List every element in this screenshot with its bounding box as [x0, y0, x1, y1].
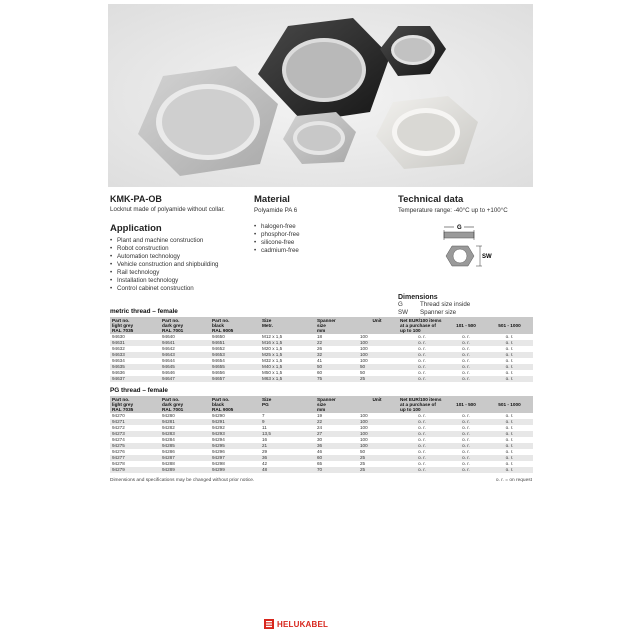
table-cell: 94270 — [112, 412, 125, 418]
table-cell: 94274 — [112, 436, 125, 442]
table-cell: 94288 — [162, 460, 175, 466]
table-cell: o. r. — [418, 460, 426, 466]
table-cell: 94289 — [160, 467, 210, 473]
column-header: 101 - 500 — [446, 317, 486, 334]
table-cell: o. r. — [446, 443, 486, 449]
table-cell: o. r. — [462, 412, 470, 418]
column-header: Unit — [356, 317, 398, 334]
table-cell: 94650 — [212, 333, 225, 339]
table-cell: 94281 — [160, 419, 210, 425]
table-cell: 24 — [317, 424, 323, 430]
table-cell: 16 — [262, 436, 268, 442]
table-row — [110, 358, 533, 364]
table-cell: 94299 — [210, 467, 260, 473]
table-cell: 94296 — [212, 448, 225, 454]
dimension-row — [398, 309, 533, 317]
table-cell: o. r. — [418, 436, 426, 442]
table-cell: 25 — [356, 467, 398, 473]
table-cell: o. r. — [398, 467, 446, 473]
table-cell: 94272 — [112, 424, 125, 430]
column-header: Spanner size mm — [315, 396, 356, 413]
table-cell: o. r. — [398, 340, 446, 346]
table-row — [110, 425, 533, 431]
table-cell: 60 — [315, 455, 356, 461]
column-header: Part no. black RAL 9005 — [210, 317, 260, 334]
dimension-value: Thread size inside — [420, 301, 471, 308]
table-cell: 75 — [315, 376, 356, 382]
diagram-g-label: G — [457, 225, 462, 231]
table-cell: 94286 — [162, 448, 175, 454]
table-cell: o. r. — [505, 345, 514, 351]
table-cell: 94279 — [110, 467, 160, 473]
table-cell: 94271 — [110, 419, 160, 425]
table-cell: 26 — [317, 345, 323, 351]
table-cell: 25 — [356, 455, 398, 461]
table-cell: 94275 — [110, 443, 160, 449]
application-heading: Application — [110, 223, 162, 234]
nut-dimension-diagram — [438, 220, 508, 278]
table-cell: o. r. — [446, 431, 486, 437]
table-cell: o. r. — [398, 455, 446, 461]
table-cell: o. r. — [418, 424, 426, 430]
technical-column — [398, 194, 533, 317]
table-cell: o. r. — [398, 352, 446, 358]
table-cell: 41 — [317, 357, 323, 363]
table-cell: 50 — [360, 369, 366, 375]
table-cell: 50 — [356, 364, 398, 370]
table-cell: o. r. — [398, 431, 446, 437]
material-property: • phosphor-free — [254, 231, 384, 239]
table-cell: 100 — [360, 357, 368, 363]
table-cell: o. r. — [462, 357, 470, 363]
dimensions-list — [398, 301, 533, 317]
material-heading: Material — [254, 194, 290, 205]
table-cell: o. r. — [505, 412, 514, 418]
column-header: Net EUR/100 items at a purchase of up to 100 — [398, 396, 446, 413]
table-cell: o. r. — [486, 364, 533, 370]
dimension-row — [398, 301, 533, 309]
table-cell: 22 — [315, 419, 356, 425]
table-cell: o. r. — [486, 376, 533, 382]
application-item: • Automation technology — [110, 253, 250, 261]
table-cell: 29 — [262, 448, 268, 454]
material-property: • silicone-free — [254, 239, 384, 247]
table-cell: 94282 — [162, 424, 175, 430]
table-cell: 94634 — [112, 357, 125, 363]
table-cell: 19 — [317, 412, 323, 418]
column-header: Spanner size mm — [315, 317, 356, 334]
table-cell: o. r. — [446, 340, 486, 346]
table-cell: 100 — [360, 424, 368, 430]
table-row — [110, 334, 533, 340]
table-cell: M32 x 1,5 — [262, 357, 283, 363]
table-cell: 94643 — [160, 352, 210, 358]
table-cell: o. r. — [398, 419, 446, 425]
table-cell: 94291 — [210, 419, 260, 425]
table-cell: 36 — [315, 443, 356, 449]
table-cell: 94630 — [112, 333, 125, 339]
footer-legend: o. r. = on request — [495, 478, 532, 483]
material-property: • cadmium-free — [254, 247, 384, 255]
table-cell: o. r. — [418, 333, 426, 339]
product-subtitle: Locknut made of polyamide without collar. — [110, 206, 225, 213]
diagram-sw-label: SW — [482, 254, 492, 260]
column-header: 101 - 500 — [446, 396, 486, 413]
table-cell: M40 x 1,5 — [260, 364, 315, 370]
dimension-key: SW — [398, 309, 408, 316]
table-cell: 94657 — [210, 376, 260, 382]
table-cell: 50 — [315, 364, 356, 370]
table-cell: 94646 — [162, 369, 175, 375]
temperature-range: Temperature range: -40°C up to +100°C — [398, 207, 508, 214]
table-cell: M50 x 1,5 — [262, 369, 283, 375]
table-cell: o. r. — [505, 460, 514, 466]
column-header: Part no. dark grey RAL 7001 — [160, 317, 210, 334]
column-header: Part no. dark grey RAL 7001 — [160, 396, 210, 413]
table-row — [110, 455, 533, 461]
table-cell: o. r. — [505, 424, 514, 430]
metric-thread-table — [110, 317, 533, 382]
table-cell: 36 — [260, 455, 315, 461]
material-property: • halogen-free — [254, 223, 384, 231]
pg-table-title: PG thread – female — [110, 387, 168, 394]
table-cell: o. r. — [398, 443, 446, 449]
table-row — [110, 431, 533, 437]
table-cell: 94645 — [160, 364, 210, 370]
table-cell: 25 — [356, 376, 398, 382]
table-cell: 100 — [356, 443, 398, 449]
table-cell: o. r. — [446, 352, 486, 358]
application-item: • Plant and machine construction — [110, 237, 250, 245]
table-cell: o. r. — [486, 352, 533, 358]
table-cell: o. r. — [505, 369, 514, 375]
table-cell: 100 — [360, 436, 368, 442]
product-title: KMK-PA-OB — [110, 194, 162, 204]
table-cell: M12 x 1,5 — [262, 333, 283, 339]
table-row — [110, 449, 533, 455]
dimension-key: G — [398, 301, 403, 308]
table-cell: M63 x 1,5 — [260, 376, 315, 382]
table-cell: o. r. — [486, 443, 533, 449]
table-row — [110, 443, 533, 449]
locknut-illustration — [108, 4, 533, 187]
column-header: Size Metr. — [260, 317, 315, 334]
table-cell: 94636 — [112, 369, 125, 375]
material-column — [254, 194, 384, 255]
brand-mark-icon — [264, 619, 274, 629]
table-cell: 94276 — [112, 448, 125, 454]
table-row — [110, 437, 533, 443]
table-row — [110, 346, 533, 352]
table-cell: o. r. — [462, 333, 470, 339]
table-cell: 50 — [360, 448, 366, 454]
table-cell: 94642 — [162, 345, 175, 351]
dimension-value: Spanner size — [420, 309, 457, 316]
table-cell: o. r. — [398, 364, 446, 370]
table-cell: 60 — [317, 369, 323, 375]
table-row — [110, 419, 533, 425]
column-header: Part no. light grey RAL 7035 — [110, 396, 160, 413]
pg-thread-table — [110, 396, 533, 473]
brand-name: HELUKABEL — [277, 619, 329, 629]
table-cell: o. r. — [462, 436, 470, 442]
table-row — [110, 340, 533, 346]
table-cell: 48 — [260, 467, 315, 473]
column-header: Unit — [356, 396, 398, 413]
application-item: • Control cabinet construction — [110, 285, 250, 293]
table-cell: 94298 — [212, 460, 225, 466]
table-cell: 94656 — [212, 369, 225, 375]
table-cell: 100 — [356, 419, 398, 425]
table-row — [110, 376, 533, 382]
column-header: Size PG — [260, 396, 315, 413]
table-cell: 94283 — [160, 431, 210, 437]
metric-table-title: metric thread – female — [110, 308, 178, 315]
table-cell: 100 — [356, 352, 398, 358]
table-cell: 94273 — [110, 431, 160, 437]
table-cell: o. r. — [486, 431, 533, 437]
table-cell: 30 — [317, 436, 323, 442]
table-cell: o. r. — [462, 460, 470, 466]
table-cell: 94637 — [110, 376, 160, 382]
application-list — [110, 237, 250, 293]
table-cell: 32 — [315, 352, 356, 358]
table-cell: o. r. — [505, 333, 514, 339]
table-cell: 94654 — [212, 357, 225, 363]
material-value: Polyamide PA 6 — [254, 207, 298, 214]
table-cell: 94278 — [112, 460, 125, 466]
table-cell: o. r. — [505, 448, 514, 454]
table-cell: o. r. — [462, 369, 470, 375]
table-cell: o. r. — [486, 340, 533, 346]
table-cell: 94287 — [160, 455, 210, 461]
application-item: • Rail technology — [110, 269, 250, 277]
table-cell: 94290 — [212, 412, 225, 418]
table-cell: 94293 — [210, 431, 260, 437]
table-cell: 94633 — [110, 352, 160, 358]
table-cell: 94641 — [160, 340, 210, 346]
table-cell: 94280 — [162, 412, 175, 418]
table-cell: 94292 — [212, 424, 225, 430]
footer-note: Dimensions and specifications may be changed without prior notice. — [110, 478, 255, 483]
table-cell: 94295 — [210, 443, 260, 449]
table-cell: 25 — [360, 460, 366, 466]
table-cell: 100 — [356, 431, 398, 437]
table-cell: 94294 — [212, 436, 225, 442]
table-cell: 94631 — [110, 340, 160, 346]
table-cell: 13,5 — [260, 431, 315, 437]
table-cell: 27 — [315, 431, 356, 437]
table-cell: o. r. — [486, 467, 533, 473]
column-header: Part no. black RAL 9005 — [210, 396, 260, 413]
table-cell: o. r. — [398, 376, 446, 382]
table-cell: M25 x 1,5 — [260, 352, 315, 358]
table-cell: 94653 — [210, 352, 260, 358]
table-cell: 22 — [315, 340, 356, 346]
column-header: Part no. light grey RAL 7035 — [110, 317, 160, 334]
table-cell: 7 — [262, 412, 265, 418]
table-cell: 94640 — [162, 333, 175, 339]
table-row — [110, 467, 533, 473]
table-row — [110, 370, 533, 376]
table-cell: o. r. — [505, 436, 514, 442]
table-cell: 18 — [317, 333, 323, 339]
table-cell: 46 — [317, 448, 323, 454]
table-cell: o. r. — [418, 369, 426, 375]
table-cell: o. r. — [446, 455, 486, 461]
application-item: • Installation technology — [110, 277, 250, 285]
table-cell: 70 — [315, 467, 356, 473]
table-cell: M16 x 1,5 — [260, 340, 315, 346]
table-cell: 100 — [360, 333, 368, 339]
material-properties-list — [254, 223, 384, 255]
table-cell: 11 — [262, 424, 267, 430]
table-cell: 94647 — [160, 376, 210, 382]
technical-heading: Technical data — [398, 194, 464, 205]
table-cell: 94651 — [210, 340, 260, 346]
dimensions-heading: Dimensions — [398, 294, 438, 301]
table-cell: 100 — [360, 412, 368, 418]
table-cell: 9 — [260, 419, 315, 425]
application-item: • Robot construction — [110, 245, 250, 253]
table-cell: 65 — [317, 460, 323, 466]
table-cell: o. r. — [505, 357, 514, 363]
table-cell: 94285 — [160, 443, 210, 449]
application-item: • Vehicle construction and shipbuilding — [110, 261, 250, 269]
table-cell: 94284 — [162, 436, 175, 442]
column-header: 501 - 1000 — [486, 396, 533, 413]
table-cell: 94277 — [110, 455, 160, 461]
table-cell: 94632 — [112, 345, 125, 351]
table-row — [110, 413, 533, 419]
table-cell: o. r. — [486, 419, 533, 425]
table-cell: o. r. — [446, 376, 486, 382]
table-cell: 42 — [262, 460, 268, 466]
table-row — [110, 352, 533, 358]
table-cell: o. r. — [418, 345, 426, 351]
table-cell: o. r. — [462, 448, 470, 454]
table-row — [110, 461, 533, 467]
table-cell: 94644 — [162, 357, 175, 363]
table-row — [110, 364, 533, 370]
table-cell: 100 — [360, 345, 368, 351]
table-cell: 21 — [260, 443, 315, 449]
table-cell: o. r. — [446, 419, 486, 425]
table-cell: o. r. — [418, 412, 426, 418]
column-header: Net EUR/100 items at a purchase of up to 100 — [398, 317, 446, 334]
helukabel-logo — [264, 619, 328, 629]
table-cell: o. r. — [418, 357, 426, 363]
table-cell: 94297 — [210, 455, 260, 461]
table-cell: 94635 — [110, 364, 160, 370]
table-cell: o. r. — [462, 345, 470, 351]
table-cell: o. r. — [446, 467, 486, 473]
table-cell: o. r. — [486, 455, 533, 461]
table-cell: 94655 — [210, 364, 260, 370]
table-cell: 100 — [356, 340, 398, 346]
table-cell: M20 x 1,5 — [262, 345, 283, 351]
table-cell: o. r. — [418, 448, 426, 454]
table-cell: 94652 — [212, 345, 225, 351]
table-cell: o. r. — [462, 424, 470, 430]
column-header: 501 - 1000 — [486, 317, 533, 334]
product-info-column — [110, 194, 250, 293]
product-photo — [108, 4, 533, 187]
table-cell: o. r. — [446, 364, 486, 370]
